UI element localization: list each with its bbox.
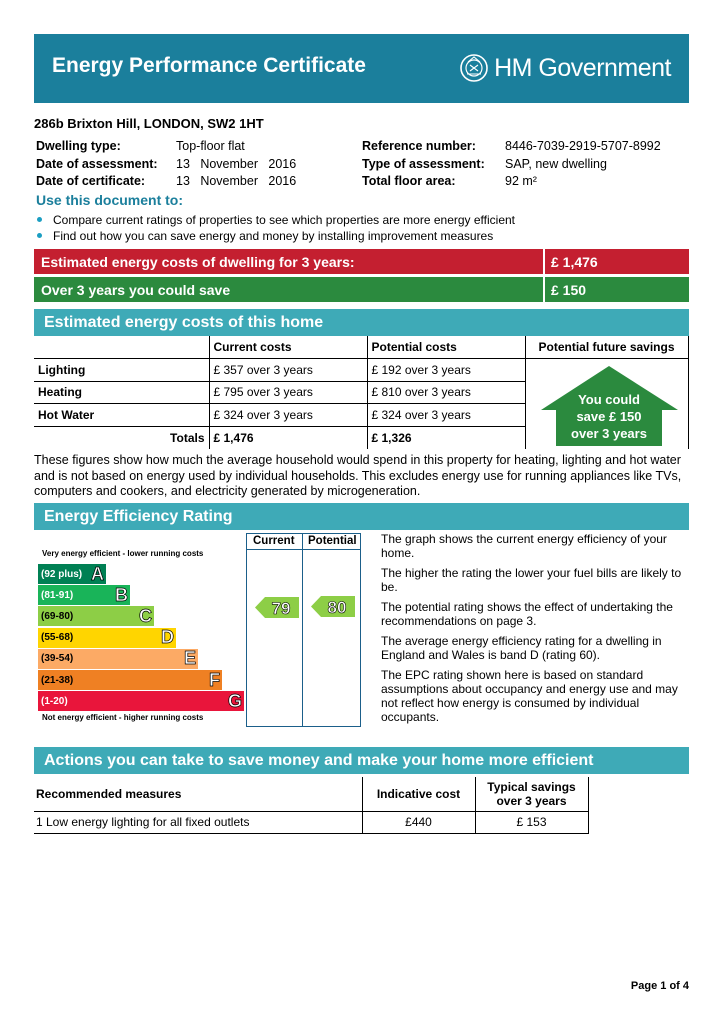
current-column-header: Current: [253, 535, 295, 547]
totals-label: Totals: [170, 430, 205, 445]
rating-band-e: [38, 649, 198, 669]
table-header: Current costs: [209, 336, 367, 359]
list-item: Compare current ratings of properties to see which properties are more energy efficient: [36, 212, 515, 228]
table-header: Potential future savings: [525, 336, 688, 359]
rating-band-g: [38, 691, 244, 711]
paragraph: The EPC rating shown here is based on standard assumptions about occupancy and energy use and may not reflect how energy is consumed by individual occupants.: [381, 668, 678, 724]
table-header: [34, 336, 209, 359]
cost-item-name: Hot Water: [34, 404, 209, 427]
page-number: Page 1 of 4: [630, 980, 689, 992]
rating-band-f: [38, 670, 222, 690]
savings-label: Over 3 years you could save: [34, 277, 543, 302]
details-right: [362, 138, 661, 191]
detail-label: Reference number:: [362, 139, 476, 153]
rating-columns-frame: [246, 533, 361, 727]
efficiency-explanation: [381, 532, 689, 730]
detail-value: 13 November 2016: [176, 156, 297, 171]
band-range: (92 plus): [41, 568, 83, 580]
measure-cost: £440: [362, 811, 475, 833]
table-header: Typical savings over 3 years: [475, 777, 588, 811]
table-header: Indicative cost: [362, 777, 475, 811]
detail-value: 13 November 2016: [176, 174, 297, 188]
section-heading-costs: Estimated energy costs of this home: [34, 309, 689, 336]
paragraph: The average energy efficiency rating for a dwelling in England and Wales is band D (rating 60).: [381, 634, 662, 662]
savings-bar: [34, 277, 689, 302]
band-letter: G: [227, 690, 242, 711]
estimated-cost-bar: [34, 249, 689, 274]
paragraph: The graph shows the current energy efficiency of your home.: [381, 532, 667, 560]
detail-value: 8446-7039-2919-5707-8992: [505, 139, 661, 153]
use-document-list: [36, 212, 515, 244]
band-range: (39-54): [41, 653, 74, 665]
potential-cost: £ 192 over 3 years: [367, 359, 525, 382]
rating-band-b: [38, 585, 130, 605]
potential-column-header: Potential: [308, 535, 357, 547]
detail-value: SAP, new dwelling: [505, 156, 607, 171]
detail-row: [362, 173, 661, 191]
band-letter: C: [139, 605, 152, 626]
savings-badge-line: save £ 150: [576, 409, 642, 424]
detail-label: Dwelling type:: [36, 139, 121, 153]
potential-cost: £ 810 over 3 years: [367, 381, 525, 404]
chart-bottom-label: Not energy efficient - higher running costs: [42, 713, 204, 722]
current-rating-value: 79: [271, 599, 291, 618]
potential-cost: £ 324 over 3 years: [367, 404, 525, 427]
detail-value: 92 m²: [505, 174, 537, 188]
band-letter: D: [161, 627, 174, 648]
measure-savings: £ 153: [475, 811, 588, 833]
current-cost: £ 795 over 3 years: [209, 381, 367, 404]
section-heading-actions: Actions you can take to save money and make your home more efficient: [34, 747, 689, 774]
detail-row: [362, 138, 661, 156]
rating-band-c: [38, 606, 154, 626]
property-address: 286b Brixton Hill, LONDON, SW2 1HT: [34, 116, 264, 131]
hm-government-logo: [458, 53, 671, 83]
detail-label: Type of assessment:: [362, 156, 485, 171]
band-range: (55-68): [41, 632, 74, 644]
table-header: Potential costs: [367, 336, 525, 359]
costs-explanation: These figures show how much the average household would spend in this property for heating, lighting and hot water and is not based on energy used by individual households. This excludes energy use for running appliances like TVs, computers and cookers, and electricity generated by microgeneration.: [34, 453, 682, 498]
band-range: (69-80): [41, 610, 74, 622]
band-letter: E: [183, 648, 196, 669]
rating-band-d: [38, 628, 176, 648]
savings-value: £ 150: [545, 277, 689, 302]
rating-band-a: [38, 564, 106, 584]
total-current-cost: £ 1,476: [209, 426, 367, 449]
detail-row: [36, 156, 296, 174]
page-title: Energy Performance Certificate: [52, 54, 366, 77]
use-document-heading: Use this document to:: [36, 192, 184, 208]
table-header: Recommended measures: [34, 777, 362, 811]
detail-row: [36, 138, 296, 156]
band-letter: A: [91, 563, 104, 584]
band-letter: F: [209, 669, 220, 690]
section-heading-efficiency: Energy Efficiency Rating: [34, 503, 689, 530]
recommended-measures-table: [34, 777, 589, 834]
details-left: [36, 138, 296, 191]
cost-item-name: Lighting: [34, 359, 209, 382]
savings-badge-line: You could: [578, 392, 640, 407]
band-letter: B: [115, 584, 128, 605]
cost-item-name: Heating: [34, 381, 209, 404]
measure-name: 1 Low energy lighting for all fixed outlets: [34, 811, 362, 833]
band-range: (1-20): [41, 695, 68, 707]
paragraph: The higher the rating the lower your fuel bills are likely to be.: [381, 566, 682, 594]
paragraph: The potential rating shows the effect of undertaking the recommendations on page 3.: [381, 600, 673, 628]
detail-row: [362, 156, 661, 174]
chart-top-label: Very energy efficient - lower running costs: [42, 549, 204, 558]
band-range: (21-38): [41, 674, 74, 686]
hm-government-text: HM Government: [494, 53, 671, 82]
savings-badge-line: over 3 years: [571, 426, 647, 441]
detail-label: Date of assessment:: [36, 156, 158, 171]
detail-row: [36, 173, 296, 191]
total-potential-cost: £ 1,326: [367, 426, 525, 449]
potential-rating-value: 80: [327, 598, 347, 617]
crest-icon: [458, 53, 490, 83]
estimated-cost-label: Estimated energy costs of dwelling for 3 years:: [34, 249, 543, 274]
detail-label: Total floor area:: [362, 174, 456, 188]
detail-label: Date of certificate:: [36, 174, 146, 188]
band-range: (81-91): [41, 589, 74, 601]
current-rating-arrow: [255, 597, 299, 618]
detail-value: Top-floor flat: [176, 139, 245, 153]
savings-house-badge: [541, 366, 678, 446]
header-banner: [34, 34, 689, 103]
estimated-cost-value: £ 1,476: [545, 249, 689, 274]
list-item: Find out how you can save energy and money by installing improvement measures: [36, 228, 515, 244]
efficiency-rating-chart: [34, 533, 361, 727]
current-cost: £ 324 over 3 years: [209, 404, 367, 427]
potential-rating-arrow: [311, 596, 355, 617]
current-cost: £ 357 over 3 years: [209, 359, 367, 382]
